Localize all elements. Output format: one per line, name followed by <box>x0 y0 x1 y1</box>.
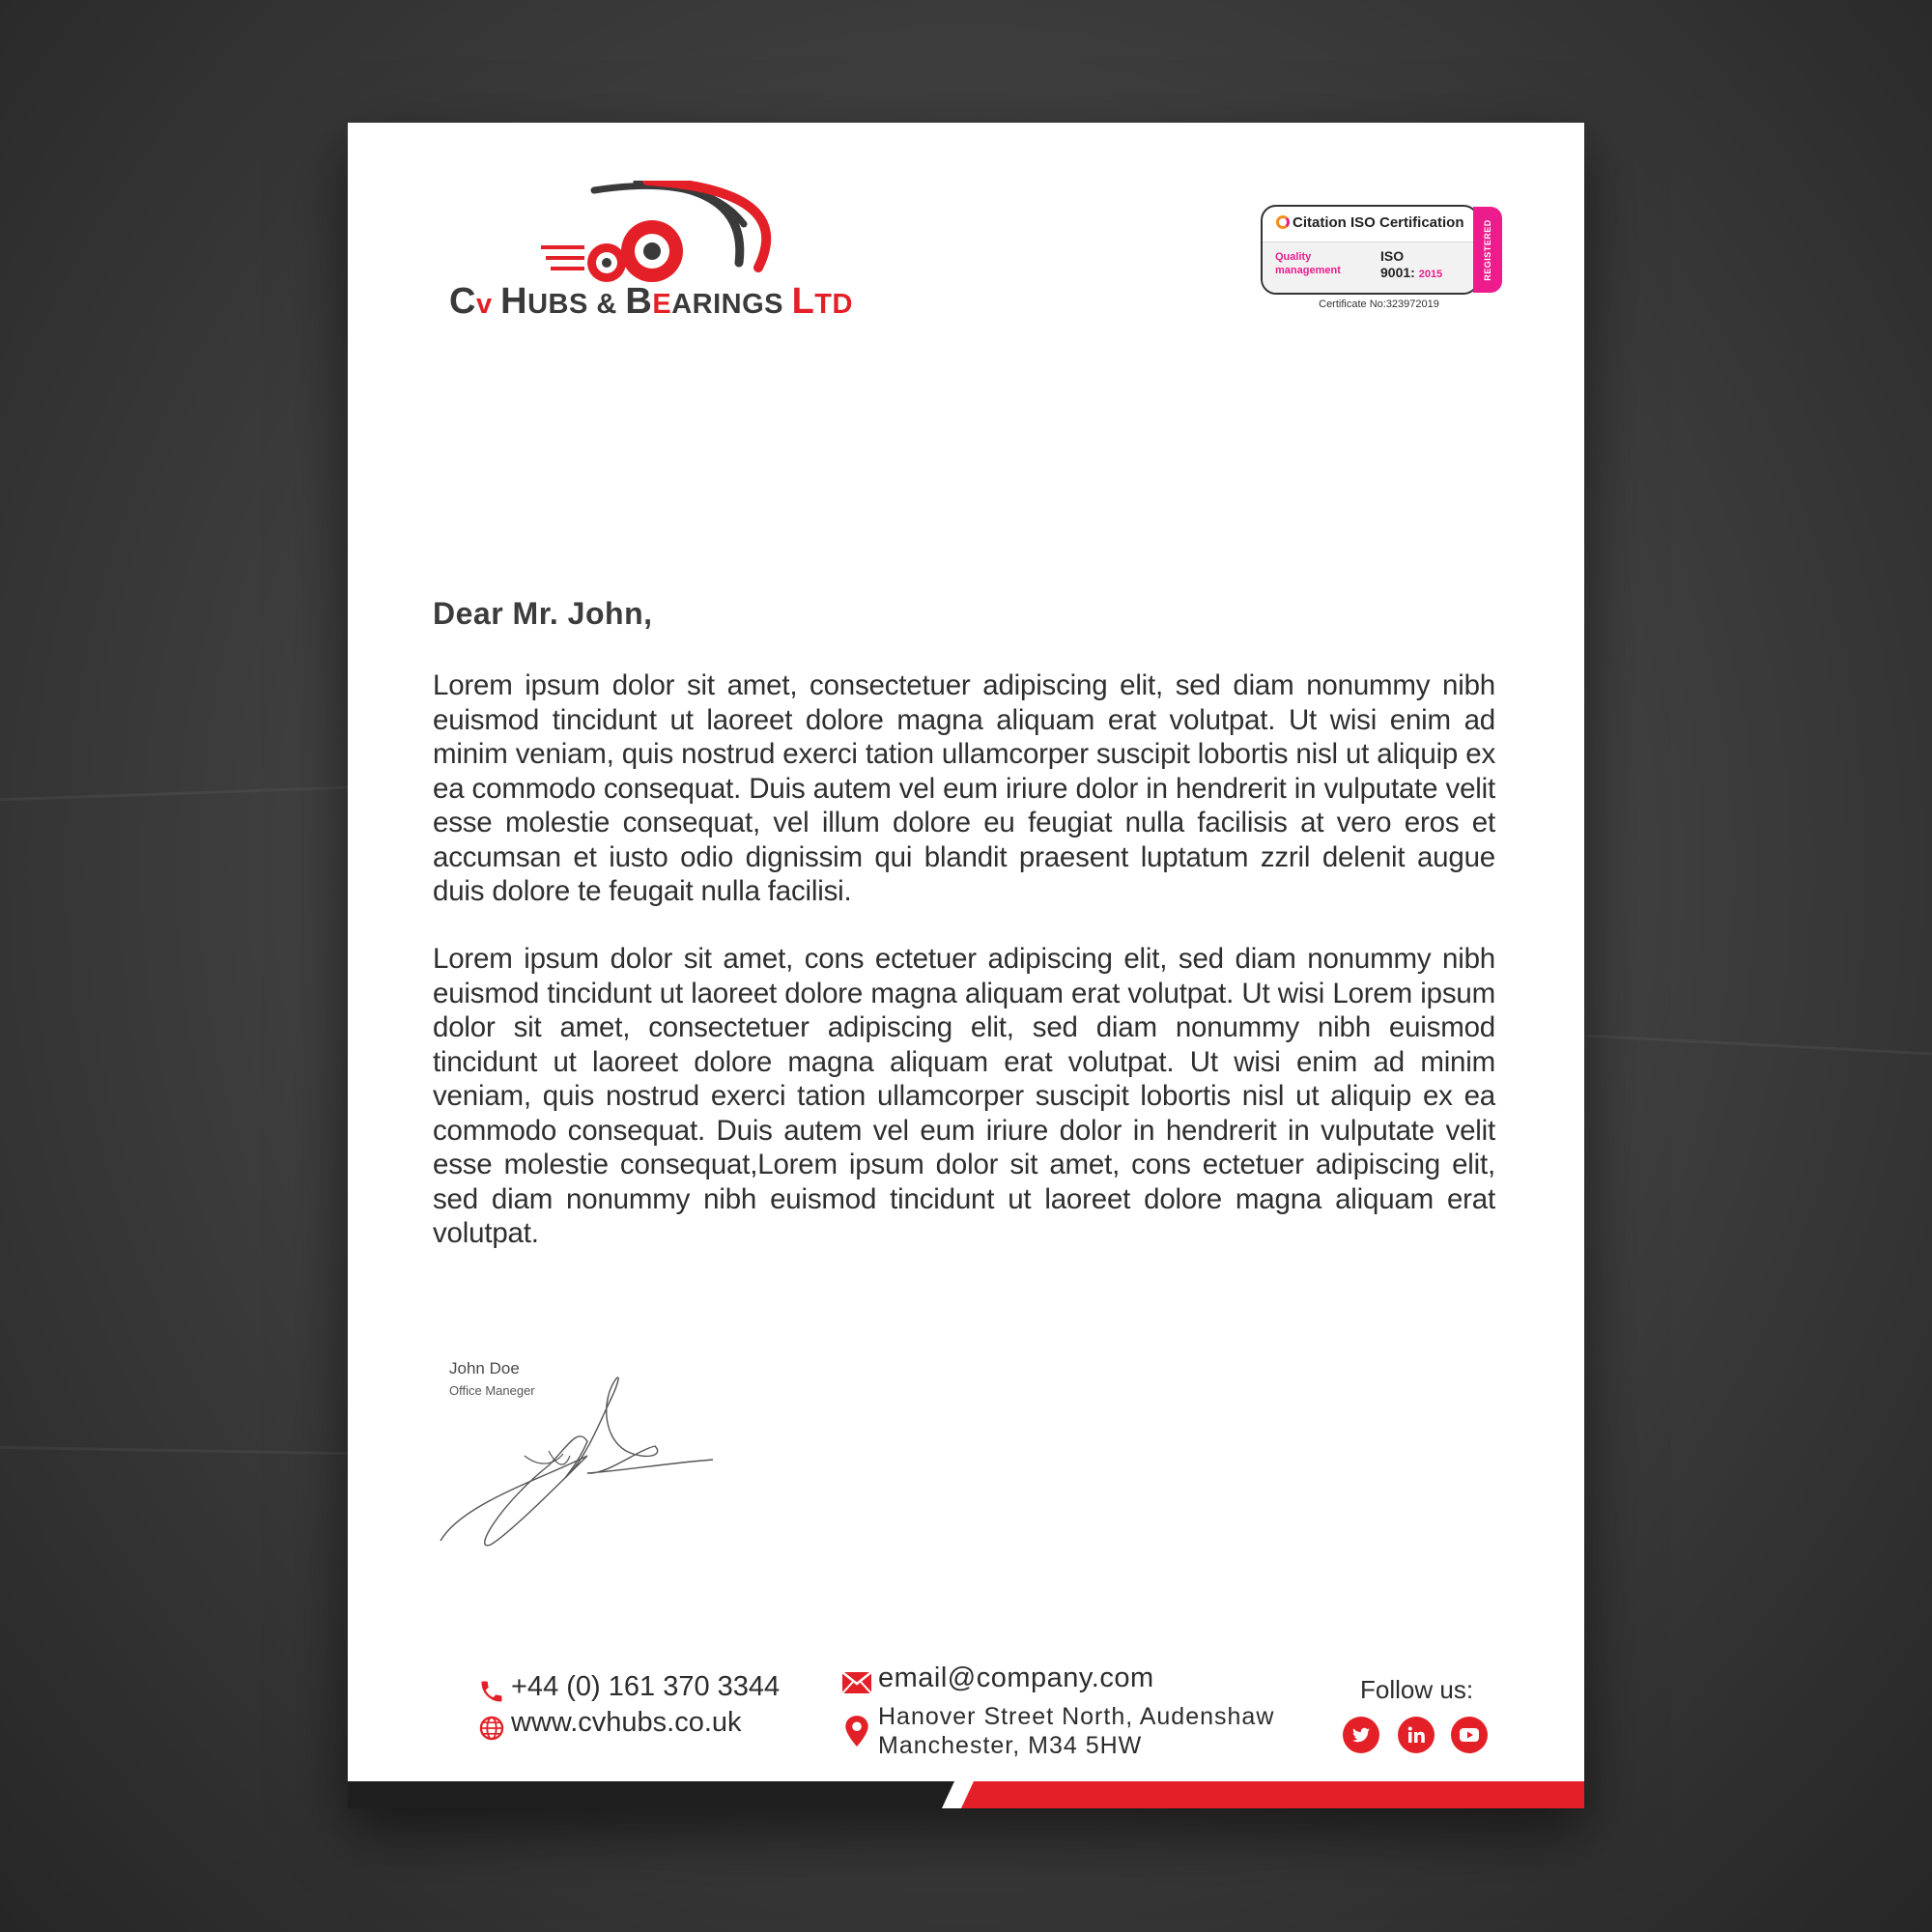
floor-line <box>0 1446 348 1455</box>
logo-hubs-rest: UBS <box>527 289 588 320</box>
follow-us-label: Follow us: <box>1360 1675 1474 1704</box>
iso-registered-tab <box>1473 207 1502 293</box>
twitter-icon[interactable] <box>1343 1717 1379 1753</box>
company-name <box>449 281 853 323</box>
iso-certification-badge <box>1261 205 1512 310</box>
logo-letter-h: H <box>500 281 528 322</box>
iso-line1: ISO <box>1380 248 1405 264</box>
logo-letter-v: v <box>475 289 493 320</box>
iso-title-text: Citation ISO Certification <box>1293 214 1464 231</box>
iso-badge-box <box>1261 205 1479 295</box>
footer-color-bar <box>348 1781 1584 1808</box>
salutation: Dear Mr. John, <box>433 596 653 631</box>
twitter-bird-icon <box>1343 1717 1379 1753</box>
youtube-icon[interactable] <box>1451 1717 1488 1753</box>
iso-year: 2015 <box>1418 269 1443 280</box>
letterhead-page <box>348 123 1584 1808</box>
logo-letter-l: L <box>791 281 815 322</box>
phone-icon <box>478 1678 505 1705</box>
letter-paragraph-2: Lorem ipsum dolor sit amet, cons ectetuer adipiscing elit, sed diam nonummy nibh euismod tincidunt ut laoreet dolore magna aliquam erat volutpat. Ut wisi Lorem ipsum dolor sit amet, consectetuer adipiscing elit, sed diam nonummy nibh euismod tincidunt ut laoreet dolore magna aliquam erat volutpat. Ut wisi enim ad minim veniam, quis nostrud exerci tation ullamcorper suscipit lobortis nisl ut aliquip ex ea commodo consequat. Duis autem vel eum iriure dolor in hendrerit in vulputate velit esse molestie consequat,Lorem ipsum dolor sit amet, cons ectetuer adipiscing elit, sed diam nonummy nibh euismod tincidunt ut laoreet dolore magna aliquam erat volutpat. <box>433 943 1495 1249</box>
linkedin-icon[interactable] <box>1398 1717 1435 1753</box>
iso-registered-text: REGISTERED <box>1483 218 1492 281</box>
company-logo <box>449 181 903 335</box>
location-pin-icon <box>844 1715 869 1747</box>
iso-line2: 9001: <box>1380 265 1415 280</box>
logo-space <box>783 289 792 320</box>
logo-letter-e: E <box>652 289 672 320</box>
address-line-1: Hanover Street North, Audenshaw <box>878 1703 1275 1730</box>
globe-icon <box>478 1715 505 1742</box>
signatory-name: John Doe <box>449 1359 520 1378</box>
iso-quality-label: Quality management <box>1275 251 1341 276</box>
logo-letter-c: C <box>449 281 476 322</box>
logo-space <box>493 289 501 320</box>
address-line-2: Manchester, M34 5HW <box>878 1732 1143 1759</box>
letter-paragraph-1: Lorem ipsum dolor sit amet, consectetuer adipiscing elit, sed diam nonummy nibh euismod tincidunt ut laoreet dolore magna aliquam erat volutpat. Ut wisi enim ad minim veniam, quis nostrud exerci tation ullamcorper suscipit lobortis nisl ut aliquip ex ea commodo consequat. Duis autem vel eum iriure dolor in hendrerit in vulputate velit esse molestie consequat, vel illum dolore eu feugiat nulla facilisis at vero eros et accumsan et iusto odio dignissim qui blandit praesent luptatum zzril delenit augue duis dolore te feugait nulla facilisi. <box>433 669 1495 907</box>
website-link[interactable]: www.cvhubs.co.uk <box>511 1707 742 1738</box>
logo-letter-b: B <box>625 281 653 322</box>
email-link[interactable]: email@company.com <box>878 1662 1154 1693</box>
logo-bearings-rest: ARINGS <box>671 289 783 320</box>
iso-title <box>1276 214 1464 231</box>
logo-ltd-rest: TD <box>814 289 853 320</box>
iso-standard <box>1380 248 1442 283</box>
citation-logo-icon <box>1276 215 1290 229</box>
signatory-title: Office Maneger <box>449 1383 535 1398</box>
floor-line <box>0 786 348 802</box>
logo-wheel-icon <box>541 181 869 287</box>
floor-line <box>1584 1035 1932 1056</box>
linkedin-in-icon <box>1398 1717 1435 1753</box>
envelope-icon <box>842 1672 871 1693</box>
youtube-play-icon <box>1451 1717 1488 1753</box>
logo-ampersand: & <box>587 289 626 320</box>
iso-badge-body <box>1263 242 1477 294</box>
certificate-number: Certificate No:323972019 <box>1319 298 1439 310</box>
phone-number[interactable]: +44 (0) 161 370 3344 <box>511 1671 781 1702</box>
